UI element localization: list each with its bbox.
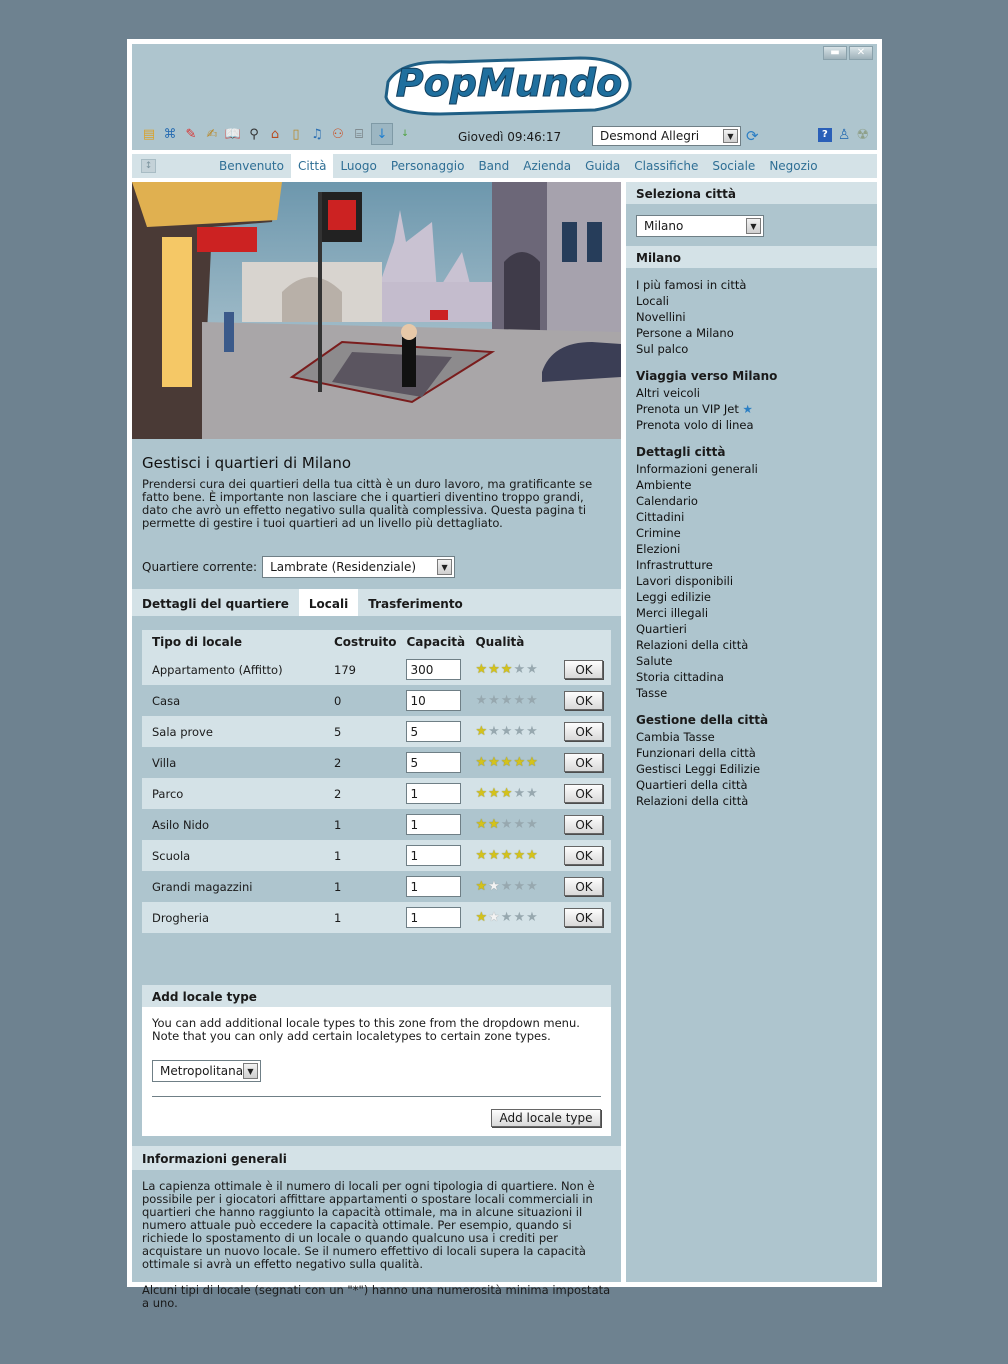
star-icon: ★: [513, 848, 526, 863]
collapse-handle-icon[interactable]: ↕: [141, 159, 156, 173]
locale-type-cell: Scuola: [142, 840, 324, 871]
popmundo-logo[interactable]: [380, 52, 638, 118]
star-icon: ★: [526, 879, 538, 894]
capacity-cell: [396, 654, 465, 685]
star-icon: ★: [500, 724, 513, 739]
star-icon: ★: [500, 786, 513, 801]
star-icon: ★: [488, 662, 500, 677]
general-info-paragraph-1: La capienza ottimale è il numero di locali per ogni tipologia di quartiere. Non è possibile per i giocatori affittare appartamenti o spostare locali commerciali in quartieri che hanno raggiunto la capacità ottimale, ma in alcune situazioni il numero attuale può eccedere la capacità ottimale. Per esempio, quando si richiede lo spostamento di un locale o quando qualcuno usa i crediti per acquistare un nuovo locale. Se il numero effettivo di locali supera la capacità ottimale si avrà un effetto negativo sulla qualità.: [142, 1179, 595, 1271]
star-icon: ★: [488, 786, 500, 801]
sidebar-link[interactable]: Leggi edilizie: [636, 590, 711, 604]
locale-type-cell: Casa: [142, 685, 324, 716]
star-icon: ★: [526, 848, 538, 863]
quality-stars: [475, 693, 554, 708]
intro-text: Prendersi cura dei quartieri della tua città è un duro lavoro, ma gratificante se fatto bene. È importante non lasciare che i quartieri diventino troppo grandi, dato che avrò un effetto negativo sulla qualità complessiva. Questa pagina ti permette di gestire i tuoi quartieri ad un livello più dettagliato.: [142, 477, 593, 530]
minimize-icon[interactable]: ▬: [823, 46, 847, 60]
action-cell: [554, 840, 611, 871]
quartiere-row: [142, 556, 455, 578]
sidebar-link[interactable]: Relazioni della città: [636, 794, 749, 808]
help-icon[interactable]: ?: [818, 128, 832, 142]
built-cell: 2: [324, 747, 396, 778]
capacity-cell: [396, 902, 465, 933]
sidebar-link[interactable]: Merci illegali: [636, 606, 709, 620]
quality-stars: [475, 817, 554, 832]
tab-bar: [132, 589, 621, 616]
star-icon: ★: [526, 817, 538, 832]
divider: [152, 1096, 601, 1097]
star-icon: ★: [513, 755, 526, 770]
sidebar-link[interactable]: Gestisci Leggi Edilizie: [636, 762, 761, 776]
star-icon: ★: [526, 693, 538, 708]
sidebar-link[interactable]: Novellini: [636, 310, 686, 324]
city-select-header: Seleziona città: [626, 182, 877, 204]
page-frame: [127, 39, 882, 1310]
star-icon: ★: [475, 662, 488, 677]
quartiere-label: Quartiere corrente:: [142, 560, 258, 574]
book-icon[interactable]: 📖: [224, 126, 242, 142]
ok-button[interactable]: OK: [564, 691, 603, 710]
logo-text: PopMundo: [395, 61, 623, 105]
tab-locali[interactable]: Locali: [299, 589, 358, 616]
sidebar-link[interactable]: I più famosi in città: [636, 278, 747, 292]
sidebar-link[interactable]: Salute: [636, 654, 673, 668]
locale-type-cell: Sala prove: [142, 716, 324, 747]
column-header-capacita: Capacità: [396, 630, 465, 654]
quality-cell: [465, 809, 554, 840]
management-title: Gestione della città: [636, 713, 769, 727]
star-icon: ★: [488, 755, 500, 770]
capacity-cell: [396, 871, 465, 902]
city-links: [626, 277, 877, 357]
sidebar-link[interactable]: Ambiente: [636, 478, 692, 492]
sidebar-link[interactable]: Sul palco: [636, 342, 689, 356]
nav-item-azienda[interactable]: Azienda: [523, 159, 572, 173]
sidebar-link[interactable]: Relazioni della città: [636, 638, 749, 652]
star-icon: ★: [475, 786, 488, 801]
star-icon: ★: [526, 786, 538, 801]
star-icon: ★: [488, 848, 500, 863]
sticky-notes-icon[interactable]: ▤: [142, 126, 156, 142]
table-row: [142, 685, 611, 716]
locale-type-cell: Drogheria: [142, 902, 324, 933]
star-icon: ★: [513, 817, 526, 832]
star-icon: ★: [488, 724, 500, 739]
built-cell: 1: [324, 840, 396, 871]
ok-button[interactable]: OK: [564, 660, 603, 679]
action-cell: [554, 871, 611, 902]
star-icon: ★: [488, 879, 500, 894]
star-icon: ★: [500, 848, 513, 863]
star-icon: ★: [500, 755, 513, 770]
column-header-action: [554, 630, 611, 654]
travel-title: Viaggia verso Milano: [636, 369, 778, 383]
download-arrow-icon[interactable]: ↓: [371, 123, 393, 145]
character-name: Desmond Allegri: [600, 129, 700, 143]
refresh-icon[interactable]: ⟳: [746, 127, 759, 145]
star-icon: ★: [526, 755, 538, 770]
pen-icon[interactable]: ✎: [185, 126, 197, 142]
details-links: [626, 461, 877, 701]
action-cell: [554, 747, 611, 778]
sidebar-link[interactable]: Infrastrutture: [636, 558, 713, 572]
locale-type-cell: Appartamento (Affitto): [142, 654, 324, 685]
nav-item-sociale[interactable]: Sociale: [712, 159, 756, 173]
table-row: [142, 778, 611, 809]
capacity-cell: [396, 716, 465, 747]
sidebar-link[interactable]: Quartieri della città: [636, 778, 748, 792]
home-icon[interactable]: ⌂: [270, 126, 280, 142]
star-icon: ★: [488, 910, 500, 925]
sidebar-link[interactable]: Elezioni: [636, 542, 681, 556]
sidebar-link[interactable]: Quartieri: [636, 622, 687, 636]
management-links: [626, 729, 877, 809]
add-locale-header: Add locale type: [142, 985, 611, 1007]
built-cell: 1: [324, 902, 396, 933]
nav-item-benvenuto[interactable]: Benvenuto: [219, 159, 284, 173]
star-icon: ★: [526, 724, 538, 739]
general-info-section: [132, 1146, 621, 1323]
star-icon: ★: [513, 910, 526, 925]
table-row: [142, 840, 611, 871]
add-locale-text-line1: You can add additional locale types to this zone from the dropdown menu.: [152, 1016, 580, 1030]
sidebar-link[interactable]: Calendario: [636, 494, 698, 508]
quality-cell: [465, 747, 554, 778]
sidebar-link-vip-jet[interactable]: [626, 401, 877, 417]
capacity-cell: [396, 809, 465, 840]
built-cell: 5: [324, 716, 396, 747]
star-icon: ★: [513, 879, 526, 894]
star-icon: ★: [742, 402, 753, 416]
milano-banner-image: [132, 182, 621, 439]
star-icon: ★: [475, 724, 488, 739]
quality-cell: [465, 778, 554, 809]
network-icon[interactable]: ⌘: [163, 126, 177, 142]
capacity-input[interactable]: 1: [406, 814, 461, 835]
sidebar-link[interactable]: Storia cittadina: [636, 670, 724, 684]
chevron-down-icon: ▼: [746, 218, 761, 234]
radiation-icon[interactable]: ☢: [856, 127, 869, 143]
sidebar-link[interactable]: Prenota volo di linea: [636, 418, 754, 432]
character-select[interactable]: [592, 126, 741, 146]
capacity-input[interactable]: 5: [406, 752, 461, 773]
quality-stars: [475, 786, 554, 801]
sidebar-link[interactable]: Lavori disponibili: [636, 574, 734, 588]
bank-icon[interactable]: ⌸: [355, 126, 363, 142]
toolbar: [140, 122, 414, 146]
column-header-costruito: Costruito: [324, 630, 396, 654]
built-cell: 0: [324, 685, 396, 716]
sidebar-link[interactable]: Locali: [636, 294, 670, 308]
tab-dettagli-quartiere[interactable]: Dettagli del quartiere: [142, 597, 289, 611]
star-icon: ★: [526, 662, 538, 677]
star-icon: ★: [513, 662, 526, 677]
sidebar-link[interactable]: Altri veicoli: [636, 386, 700, 400]
locale-type-cell: Villa: [142, 747, 324, 778]
search-icon[interactable]: ⚲: [249, 126, 259, 142]
ok-button[interactable]: OK: [564, 846, 603, 865]
main-content: [132, 182, 621, 1310]
nav-item-classifiche[interactable]: Classifiche: [634, 159, 699, 173]
capacity-input[interactable]: 300: [406, 659, 461, 680]
table-row: [142, 809, 611, 840]
sidebar-link[interactable]: Cambia Tasse: [636, 730, 715, 744]
ok-button[interactable]: OK: [564, 815, 603, 834]
capacity-input[interactable]: 1: [406, 783, 461, 804]
locale-type-select[interactable]: [152, 1060, 261, 1082]
quality-cell: [465, 840, 554, 871]
sidebar-link[interactable]: Informazioni generali: [636, 462, 758, 476]
capacity-input[interactable]: 10: [406, 690, 461, 711]
star-icon: ★: [475, 910, 488, 925]
nav-item-band[interactable]: Band: [478, 159, 510, 173]
locali-table: [142, 630, 611, 933]
built-cell: 2: [324, 778, 396, 809]
capacity-cell: [396, 778, 465, 809]
star-icon: ★: [513, 724, 526, 739]
chevron-down-icon: ▼: [243, 1063, 258, 1079]
locale-type-value: Metropolitana: [160, 1064, 244, 1078]
star-icon: ★: [500, 817, 513, 832]
quality-cell: [465, 685, 554, 716]
built-cell: 1: [324, 809, 396, 840]
notepad-icon[interactable]: ✍: [206, 126, 218, 142]
star-icon: ★: [475, 848, 488, 863]
city-select[interactable]: [636, 215, 764, 237]
locale-type-cell: Parco: [142, 778, 324, 809]
locale-type-cell: Grandi magazzini: [142, 871, 324, 902]
travel-links: [626, 385, 877, 433]
quality-stars: [475, 755, 554, 770]
quartiere-value: Lambrate (Residenziale): [270, 560, 417, 574]
action-cell: [554, 902, 611, 933]
add-locale-text: [142, 1007, 611, 1043]
window-controls: [823, 46, 873, 60]
ok-button[interactable]: OK: [564, 877, 603, 896]
capacity-input[interactable]: 1: [406, 876, 461, 897]
ok-button[interactable]: OK: [564, 753, 603, 772]
nav-item-personaggio[interactable]: Personaggio: [390, 159, 465, 173]
nav-item-guida[interactable]: Guida: [585, 159, 621, 173]
vip-jet-label: Prenota un VIP Jet: [636, 402, 739, 416]
chevron-down-icon: ▼: [437, 559, 452, 575]
capacity-input[interactable]: 5: [406, 721, 461, 742]
star-icon: ★: [500, 693, 513, 708]
table-row: [142, 871, 611, 902]
sidebar-link[interactable]: Cittadini: [636, 510, 685, 524]
star-icon: ★: [488, 817, 500, 832]
star-icon: ★: [500, 662, 513, 677]
quality-cell: [465, 654, 554, 685]
action-cell: [554, 654, 611, 685]
ok-button[interactable]: OK: [564, 722, 603, 741]
quality-stars: [475, 724, 554, 739]
star-icon: ★: [475, 755, 488, 770]
ok-button[interactable]: OK: [564, 784, 603, 803]
details-title: Dettagli città: [636, 445, 726, 459]
main-nav: [132, 154, 877, 178]
quality-stars: [475, 879, 554, 894]
star-icon: ★: [526, 910, 538, 925]
people-icon[interactable]: ⚇: [332, 126, 344, 142]
star-icon: ★: [513, 786, 526, 801]
capacity-cell: [396, 747, 465, 778]
add-locale-button[interactable]: Add locale type: [491, 1109, 601, 1127]
add-locale-text-line2: Note that you can only add certain localetypes to certain zone types.: [152, 1029, 551, 1043]
document-icon[interactable]: ▯: [292, 126, 300, 142]
built-cell: 179: [324, 654, 396, 685]
star-icon: ★: [500, 910, 513, 925]
table-row: [142, 716, 611, 747]
star-icon: ★: [475, 817, 488, 832]
sidebar-link[interactable]: Persone a Milano: [636, 326, 734, 340]
nav-item-citta[interactable]: Città: [291, 154, 333, 178]
tab-trasferimento[interactable]: Trasferimento: [368, 597, 463, 611]
sidebar-link[interactable]: Tasse: [636, 686, 668, 700]
quality-cell: [465, 902, 554, 933]
city-header: Milano: [626, 246, 877, 268]
star-icon: ★: [475, 879, 488, 894]
table-row: [142, 654, 611, 685]
action-cell: [554, 685, 611, 716]
star-icon: ★: [500, 879, 513, 894]
header: [132, 44, 877, 150]
quality-cell: [465, 871, 554, 902]
nav-item-luogo[interactable]: Luogo: [340, 159, 377, 173]
action-cell: [554, 716, 611, 747]
add-locale-section: [142, 985, 611, 1136]
sidebar-link[interactable]: Funzionari della città: [636, 746, 756, 760]
star-icon: ★: [513, 693, 526, 708]
quality-stars: [475, 848, 554, 863]
quality-cell: [465, 716, 554, 747]
general-info-header: Informazioni generali: [132, 1146, 621, 1170]
right-icons: [818, 128, 869, 142]
close-icon[interactable]: ✕: [849, 46, 873, 60]
chevron-down-icon: ▼: [723, 129, 738, 143]
ok-button[interactable]: OK: [564, 908, 603, 927]
column-header-tipo: Tipo di locale: [142, 630, 324, 654]
capacity-input[interactable]: 1: [406, 907, 461, 928]
sidebar: [626, 182, 877, 1282]
clock: Giovedì 09:46:17: [458, 130, 562, 144]
page-title: Gestisci i quartieri di Milano: [142, 454, 352, 472]
table-row: [142, 902, 611, 933]
action-cell: [554, 809, 611, 840]
star-icon: ★: [475, 693, 488, 708]
table-row: [142, 747, 611, 778]
nav-item-negozio[interactable]: Negozio: [769, 159, 818, 173]
quality-stars: [475, 910, 554, 925]
user-icon[interactable]: ♙: [837, 127, 851, 143]
music-note-icon[interactable]: ♫: [311, 126, 323, 142]
locale-type-cell: Asilo Nido: [142, 809, 324, 840]
sidebar-link[interactable]: Crimine: [636, 526, 681, 540]
city-select-value: Milano: [644, 219, 684, 233]
star-icon: ★: [488, 693, 500, 708]
capacity-cell: [396, 840, 465, 871]
built-cell: 1: [324, 871, 396, 902]
capacity-input[interactable]: 1: [406, 845, 461, 866]
column-header-qualita: Qualità: [465, 630, 554, 654]
quartiere-select[interactable]: [262, 556, 455, 578]
general-info-paragraph-2: Alcuni tipi di locale (segnati con un "*") hanno una numerosità minima impostata a uno.: [142, 1283, 611, 1310]
quality-stars: [475, 662, 554, 677]
small-arrow-icon[interactable]: ↓: [401, 128, 409, 139]
action-cell: [554, 778, 611, 809]
capacity-cell: [396, 685, 465, 716]
